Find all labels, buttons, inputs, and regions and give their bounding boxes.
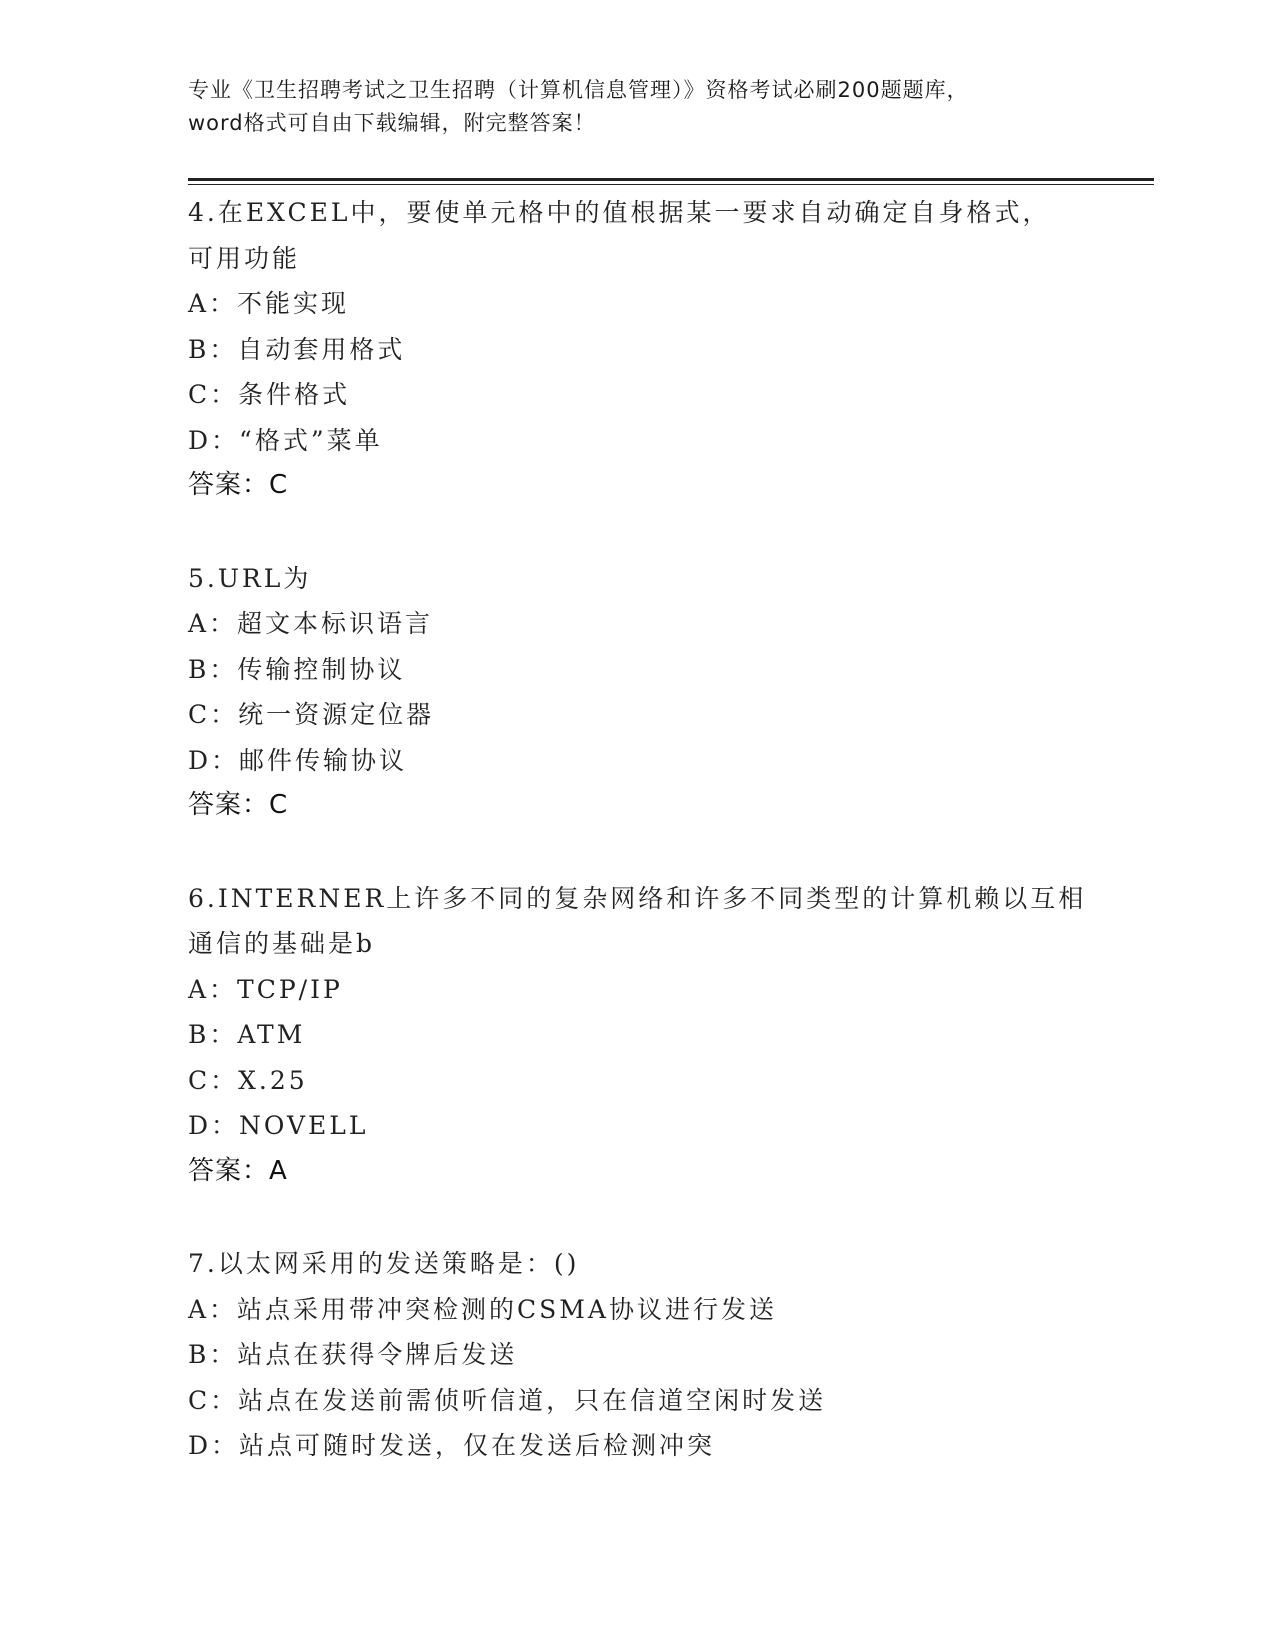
option-c: C：站点在发送前需侦听信道，只在信道空闲时发送: [188, 1385, 827, 1415]
option-a: A：超文本标识语言: [188, 609, 434, 638]
option-c: C：统一资源定位器: [188, 700, 435, 729]
question-stem: 6.INTERNER上许多不同的复杂网络和许多不同类型的计算机赖以互相: [188, 883, 1087, 913]
option-c: C：条件格式: [188, 380, 351, 409]
document-header: [188, 74, 1088, 140]
question-4: [188, 190, 1108, 509]
question-stem: 可用功能: [188, 243, 301, 273]
answer-line: 答案：A: [188, 1155, 288, 1186]
header-divider-thick: [188, 178, 1154, 181]
option-b: B：自动套用格式: [188, 334, 406, 364]
option-c: C：X.25: [188, 1065, 308, 1095]
option-d: D：站点可随时发送，仅在发送后检测冲突: [188, 1431, 716, 1460]
option-d: D：NOVELL: [188, 1111, 369, 1140]
question-5: [188, 556, 1108, 829]
question-stem: 5.URL为: [188, 563, 312, 593]
header-line-2: word格式可自由下载编辑，附完整答案！: [188, 111, 596, 135]
question-6: [188, 876, 1108, 1195]
option-a: A：站点采用带冲突检测的CSMA协议进行发送: [188, 1294, 777, 1324]
answer-line: 答案：C: [188, 790, 289, 820]
question-stem: 4.在EXCEL中，要使单元格中的值根据某一要求自动确定自身格式，: [188, 198, 1051, 227]
option-b: B：ATM: [188, 1020, 306, 1049]
question-stem: 7.以太网采用的发送策略是：(): [188, 1249, 580, 1278]
option-b: B：站点在获得令牌后发送: [188, 1340, 518, 1369]
option-a: A：不能实现: [188, 289, 350, 318]
header-line-1: 专业《卫生招聘考试之卫生招聘（计算机信息管理）》资格考试必刷200题题库，: [188, 78, 969, 102]
option-a: A：TCP/IP: [188, 974, 343, 1004]
header-divider-thin: [188, 184, 1154, 185]
option-b: B：传输控制协议: [188, 654, 406, 684]
question-7: [188, 1241, 1108, 1469]
question-list: [188, 190, 1108, 1516]
answer-line: 答案：C: [188, 470, 289, 500]
option-d: D：“格式”菜单: [188, 425, 383, 455]
question-stem: 通信的基础是b: [188, 929, 376, 958]
option-d: D：邮件传输协议: [188, 745, 408, 775]
